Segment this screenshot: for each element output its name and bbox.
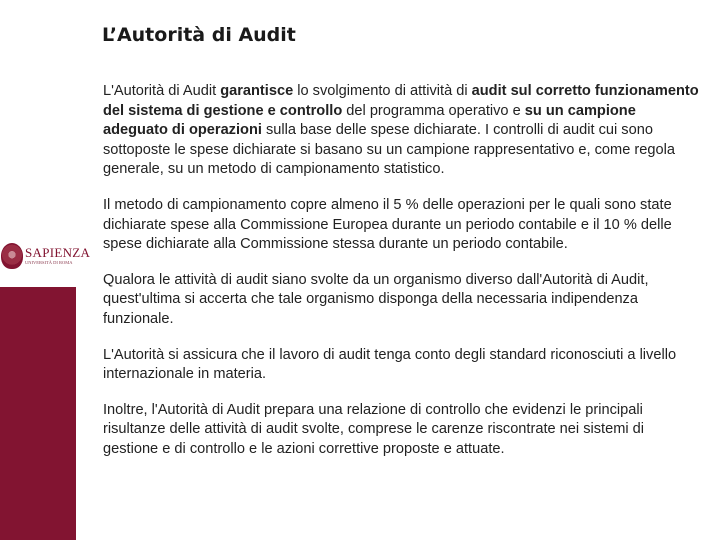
text-segment: L'Autorità di Audit — [103, 83, 221, 99]
logo-subtitle: UNIVERSITÀ DI ROMA — [25, 260, 73, 266]
text-segment: sulla base delle spese dichiarate. I controlli di audit cui sono sottoposte le spese dichiarate si basano su un campione rappresentativo e, come regola generale, su un metodo di campionamento statistico. — [103, 122, 675, 178]
text-segment: Il metodo di campionamento copre almeno il 5 % delle operazioni per le quali sono state dichiarate spese alla Commissione Europea durante un periodo contabile e il 10 % delle spese dichiarate alla Commissione stessa durante un periodo contabile. — [103, 196, 672, 253]
logo-text — [25, 246, 90, 266]
body-text — [103, 82, 703, 476]
text-segment: Inoltre, l'Autorità di Audit prepara una relazione di controllo che evidenzi le principali risultanze delle attività di audit svolte, comprese le carenze riscontrate nei sistemi di gestione e di controllo e le azioni correttive proposte e attuate. — [103, 401, 645, 457]
text-segment: L'Autorità si assicura che il lavoro di audit tenga conto degli standard riconosciuti a livello internazionale in materia. — [103, 346, 677, 383]
logo-name: SAPIENZA — [25, 245, 91, 261]
text-segment: del programma operativo e — [342, 102, 525, 119]
bold-text: garantisce — [220, 83, 294, 99]
text-segment: lo svolgimento di attività di — [293, 83, 472, 99]
page-title: L’Autorità di Audit — [102, 24, 296, 46]
bold-text: su un campione adeguato di operazioni — [103, 102, 636, 139]
bold-text: audit sul corretto funzionamento del sistema di gestione e controllo — [103, 83, 699, 119]
paragraph-2 — [103, 196, 703, 255]
sidebar-accent-bar — [0, 287, 76, 540]
text-segment: Qualora le attività di audit siano svolte da un organismo diverso dall'Autorità di Audit, quest'ultima si accerta che tale organismo disponga della necessaria indipendenza funzionale. — [103, 271, 649, 327]
sapienza-logo — [0, 238, 91, 274]
paragraph-5 — [103, 401, 703, 460]
paragraph-1 — [103, 82, 703, 180]
paragraph-3 — [103, 271, 703, 330]
paragraph-4 — [103, 346, 703, 385]
university-seal-icon — [1, 243, 23, 269]
